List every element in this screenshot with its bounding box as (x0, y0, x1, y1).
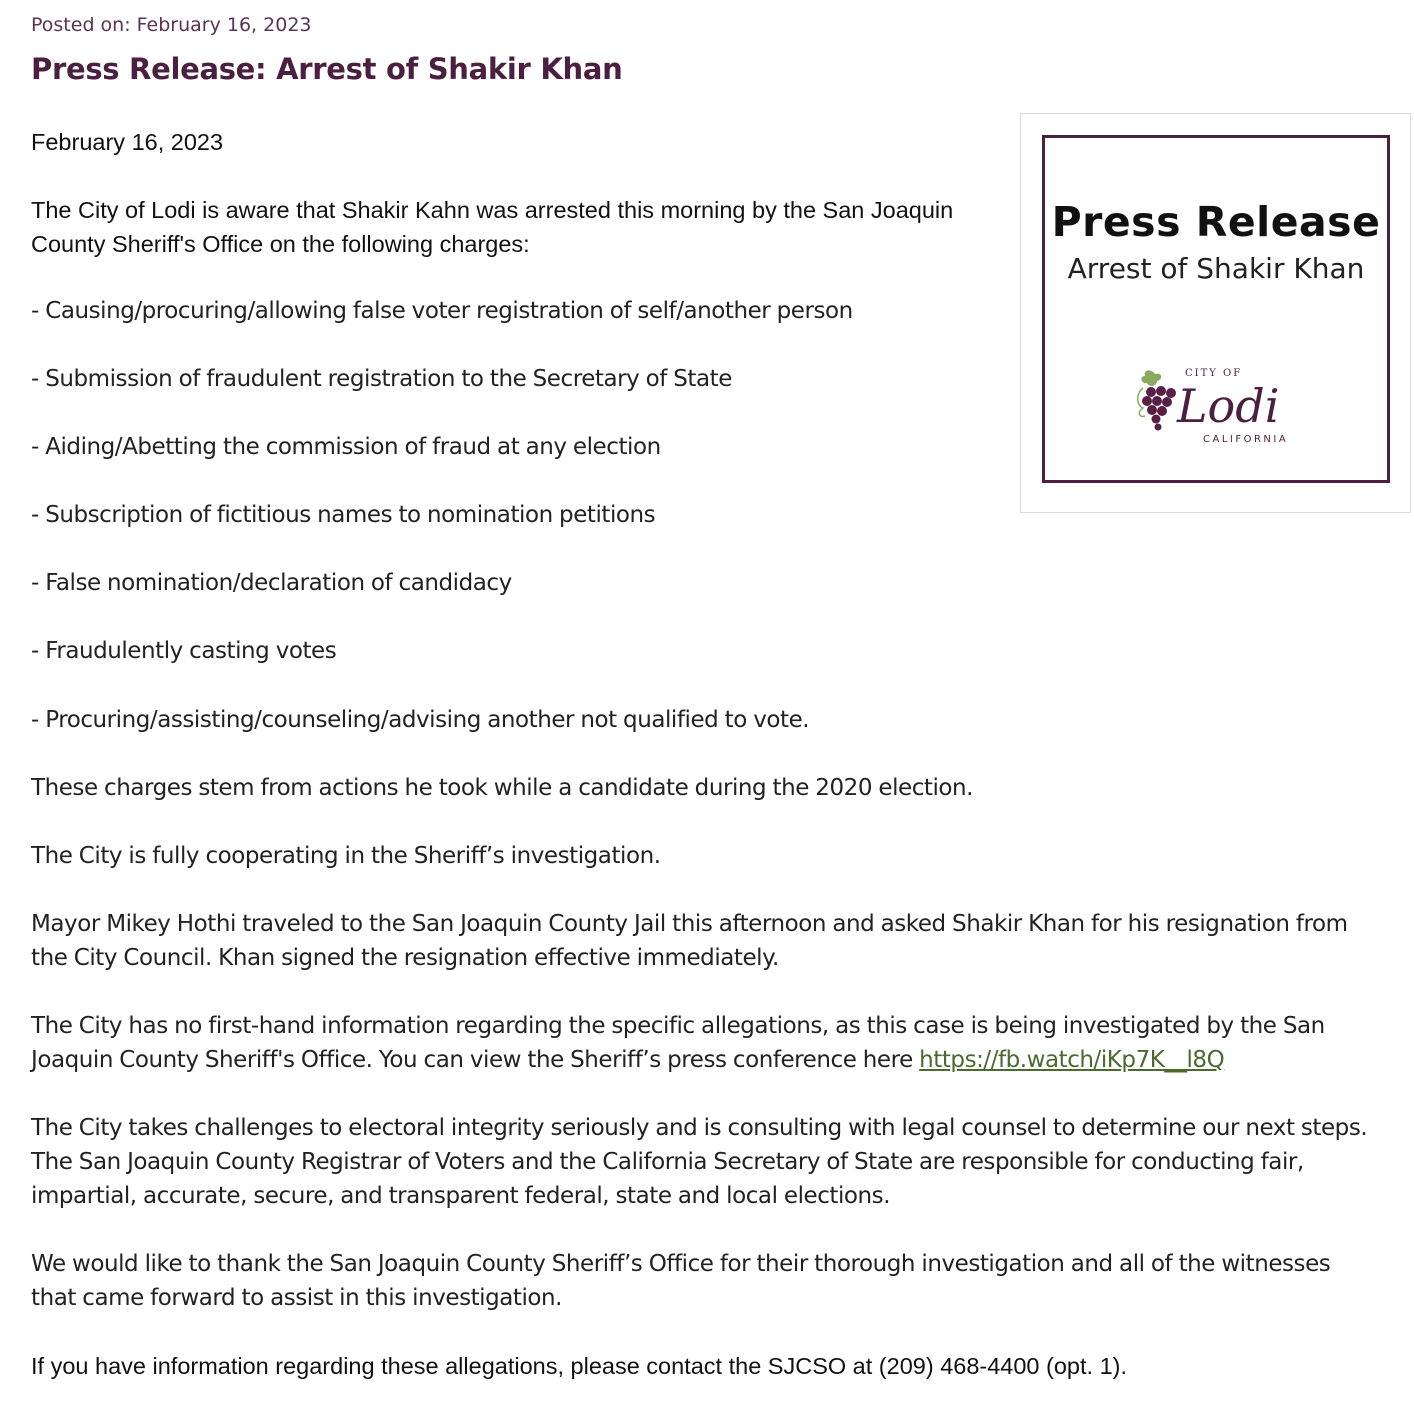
press-release-image (1020, 113, 1411, 513)
image-heading: Press Release (1051, 198, 1381, 246)
press-release-frame (1042, 135, 1390, 483)
thanks-paragraph-line-1: We would like to thank the San Joaquin County Sheriff’s Office for their thorough investigation and all of the witnesses (31, 1251, 1331, 1277)
intro-paragraph-line-2: County Sheriff's Office on the following charges: (31, 231, 530, 257)
charge-item: - Fraudulently casting votes (31, 638, 337, 664)
logo-top-text: CITY OF (1185, 368, 1243, 379)
logo-bottom-text: CALIFORNIA (1203, 434, 1289, 445)
integrity-paragraph-line-2: The San Joaquin County Registrar of Voters and the California Secretary of State are responsible for conducting fair, (31, 1149, 1304, 1175)
contact-paragraph: If you have information regarding these allegations, please contact the SJCSO at (209) 468-4400 (opt. 1). (31, 1353, 1128, 1379)
charge-item: - Submission of fraudulent registration to the Secretary of State (31, 366, 732, 392)
charge-item: - Aiding/Abetting the commission of fraud at any election (31, 434, 661, 460)
logo-name: Lodi (1177, 379, 1280, 433)
mayor-paragraph-line-2: the City Council. Khan signed the resignation effective immediately. (31, 945, 779, 971)
stem-paragraph: These charges stem from actions he took while a candidate during the 2020 election. (31, 775, 974, 801)
grape-leaf-icon (1141, 370, 1161, 386)
charge-item: - False nomination/declaration of candidacy (31, 570, 512, 596)
posted-date: Posted on: February 16, 2023 (31, 14, 312, 36)
grape-cluster-icon (1142, 386, 1176, 431)
image-subheading: Arrest of Shakir Khan (1067, 252, 1365, 285)
city-of-lodi-logo (1133, 366, 1303, 446)
info-paragraph-line-1: The City has no first-hand information regarding the specific allegations, as this case is being investigated by the San (31, 1013, 1325, 1039)
cooperating-paragraph: The City is fully cooperating in the Sheriff’s investigation. (31, 843, 661, 869)
integrity-paragraph-line-3: impartial, accurate, secure, and transparent federal, state and local elections. (31, 1183, 891, 1209)
charge-item: - Causing/procuring/allowing false voter registration of self/another person (31, 298, 853, 324)
thanks-paragraph-line-2: that came forward to assist in this investigation. (31, 1285, 563, 1311)
integrity-paragraph-line-1: The City takes challenges to electoral integrity seriously and is consulting with legal counsel to determine our next steps. (31, 1115, 1368, 1141)
release-date: February 16, 2023 (31, 129, 224, 155)
info-paragraph-text: Joaquin County Sheriff's Office. You can view the Sheriff’s press conference here (31, 1047, 920, 1073)
mayor-paragraph-line-1: Mayor Mikey Hothi traveled to the San Joaquin County Jail this afternoon and asked Shakir Khan for his resignation from (31, 911, 1348, 937)
info-paragraph-line-2 (31, 1043, 1224, 1077)
charge-item: - Procuring/assisting/counseling/advising another not qualified to vote. (31, 707, 810, 733)
charge-item: - Subscription of fictitious names to nomination petitions (31, 502, 656, 528)
press-conference-link[interactable]: https://fb.watch/iKp7K__l8Q (919, 1047, 1225, 1073)
intro-paragraph-line-1: The City of Lodi is aware that Shakir Kahn was arrested this morning by the San Joaquin (31, 197, 954, 223)
page-title: Press Release: Arrest of Shakir Khan (31, 52, 623, 86)
